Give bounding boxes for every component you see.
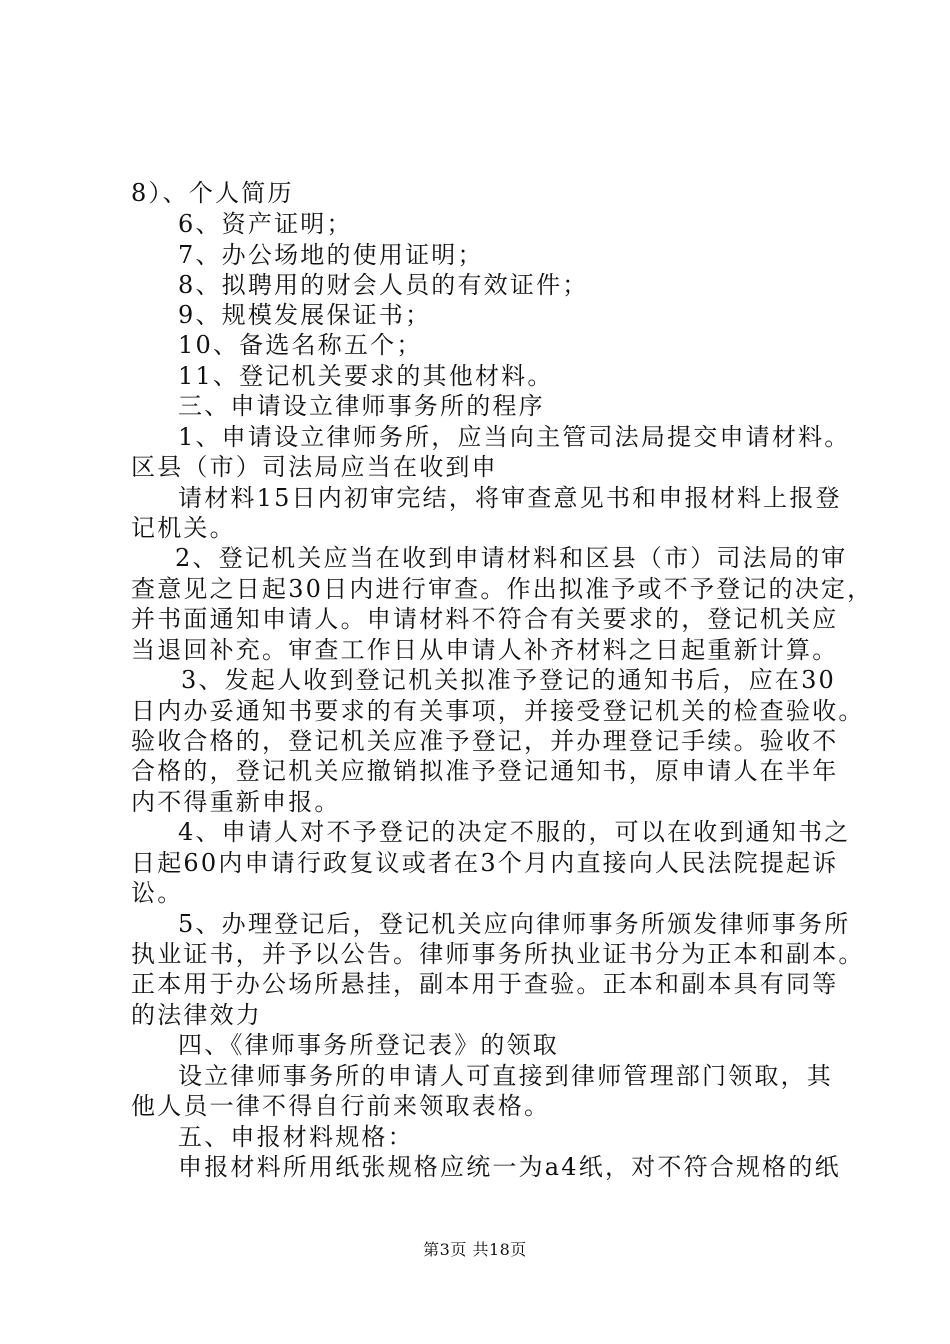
text-line: 记机关。 (131, 514, 236, 542)
text-line: 1、申请设立律师务所，应当向主管司法局提交申请材料。 (178, 423, 851, 451)
text-line: 当退回补充。审查工作日从申请人补齐材料之日起重新计算。 (131, 636, 839, 664)
text-line: 5、办理登记后，登记机关应向律师事务所颁发律师事务所 (178, 910, 851, 938)
text-line: 日起60内申请行政复议或者在3个月内直接向人民法院提起诉 (131, 849, 839, 877)
text-line: 设立律师事务所的申请人可直接到律师管理部门领取，其 (178, 1062, 833, 1090)
section-heading: 三、申请设立律师事务所的程序 (178, 392, 545, 420)
text-line: 8、拟聘用的财会人员的有效证件； (178, 271, 589, 299)
text-line: 并书面通知申请人。申请材料不符合有关要求的，登记机关应 (131, 605, 839, 633)
text-line: 6、资产证明； (178, 210, 353, 238)
section-heading: 五、申报材料规格： (178, 1123, 414, 1151)
text-line: 2、登记机关应当在收到申请材料和区县（市）司法局的审 (175, 544, 848, 572)
text-line: 9、规模发展保证书； (178, 301, 432, 329)
text-line: 10、备选名称五个； (178, 331, 423, 359)
text-line: 申报材料所用纸张规格应统一为a4纸，对不符合规格的纸 (178, 1153, 841, 1181)
section-heading: 四、《律师事务所登记表》的领取 (178, 1031, 559, 1059)
text-line: 8）、个人简历 (131, 179, 294, 207)
text-line: 日内办妥通知书要求的有关事项，并接受登记机关的检查验收。 (131, 697, 865, 725)
text-line: 讼。 (131, 879, 184, 907)
text-line: 7、办公场地的使用证明； (178, 241, 484, 269)
text-line: 区县（市）司法局应当在收到申 (131, 453, 498, 481)
text-line: 请材料15日内初审完结，将审查意见书和申报材料上报登 (178, 484, 842, 512)
text-line: 他人员一律不得自行前来领取表格。 (131, 1092, 551, 1120)
text-line: 查意见之日起30日内进行审查。作出拟准予或不予登记的决定， (131, 575, 874, 603)
text-line: 正本用于办公场所悬挂，副本用于查验。正本和副本具有同等 (131, 970, 839, 998)
text-line: 4、申请人对不予登记的决定不服的，可以在收到通知书之 (178, 818, 851, 846)
text-line: 内不得重新申报。 (131, 788, 341, 816)
page-number-footer: 第3页 共18页 (423, 1240, 527, 1259)
text-line: 合格的，登记机关应撤销拟准予登记通知书，原申请人在半年 (131, 757, 839, 785)
text-line: 验收合格的，登记机关应准予登记，并办理登记手续。验收不 (131, 727, 839, 755)
text-line: 3、发起人收到登记机关拟准予登记的通知书后，应在30 (181, 666, 837, 694)
text-line: 的法律效力 (131, 1001, 262, 1029)
text-line: 11、登记机关要求的其他材料。 (178, 362, 554, 390)
text-line: 执业证书，并予以公告。律师事务所执业证书分为正本和副本。 (131, 940, 865, 968)
